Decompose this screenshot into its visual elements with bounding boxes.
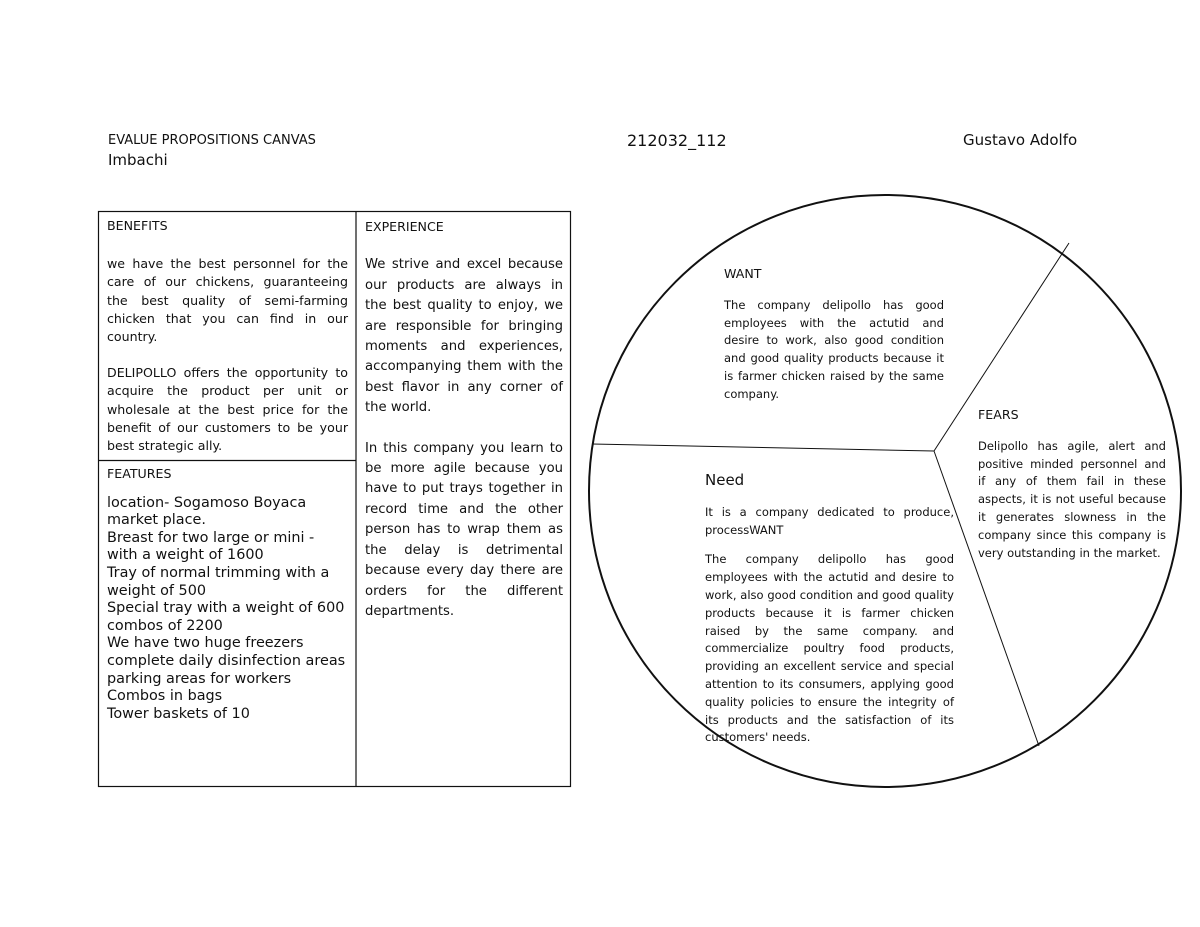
benefits-paragraph-2: DELIPOLLO offers the opportunity to acquire the product per unit or wholesale at the best price for the benefit of our customers to be your best strategic ally. (107, 365, 348, 454)
fears-text: Delipollo has agile, alert and positive minded personnel and if any of them fail in these aspects, it is not useful because it generates slowness in the company since this company is very outstanding in the market. (978, 438, 1166, 560)
experience-paragraph-1: We strive and excel because our products are always in the best quality to enjoy, we are responsible for bringing moments and experiences, accompanying them with the best flavor in any corner of the world. (365, 257, 563, 416)
need-paragraph-2: The company delipollo has good employees with the actutid and desire to work, also good condition and good quality products because it is farmer chicken raised by the same company. and commercialize poultry food products, providing an excellent service and special attention to its consumers, applying good quality policies to ensure the integrity of its products and the satisfaction of its customers' needs. (705, 552, 954, 745)
feature-item: Special tray with a weight of 600 (107, 600, 345, 617)
experience-label: EXPERIENCE (365, 219, 444, 234)
benefits-cell (107, 217, 348, 473)
features-cell (107, 465, 347, 723)
author-name: Gustavo Adolfo (963, 131, 1078, 149)
feature-item: Tower baskets of 10 (107, 705, 250, 722)
course-code: 212032_112 (627, 131, 727, 150)
feature-item: Combos in bags (107, 688, 223, 705)
need-paragraph-1: It is a company dedicated to produce, processWANT (705, 504, 954, 537)
feature-item: We have two huge freezers (107, 635, 304, 652)
feature-item: Breast for two large or mini - with a weight of 1600 (107, 529, 315, 564)
need-label: Need (705, 471, 745, 489)
feature-item: parking areas for workers (107, 670, 292, 687)
benefits-paragraph-1: we have the best personnel for the care of our chickens, guaranteeing the best quality of semi-farming chicken that you can find in our country. (107, 256, 348, 345)
document-title: EVALUE PROPOSITIONS CANVAS (108, 133, 316, 148)
experience-cell (365, 217, 563, 642)
benefits-label: BENEFITS (107, 218, 168, 233)
features-label: FEATURES (107, 466, 172, 481)
feature-item: Tray of normal trimming with a weight of 500 (107, 564, 330, 599)
fears-section (978, 406, 1166, 574)
want-label: WANT (724, 266, 762, 281)
want-section (724, 265, 944, 416)
feature-item: location- Sogamoso Boyaca market place. (107, 494, 307, 529)
experience-paragraph-2: In this company you learn to be more agile because you have to put trays together in record time and the other person has to wrap them as the delay is detrimental because every day there are orders for the different departments. (365, 440, 563, 619)
document-subtitle: Imbachi (108, 151, 168, 169)
feature-item: complete daily disinfection areas (107, 652, 346, 669)
fears-label: FEARS (978, 407, 1019, 422)
need-section (705, 472, 954, 759)
want-text: The company delipollo has good employees with the actutid and desire to work, also good condition and good quality products because it is farmer chicken raised by the same company. (724, 297, 944, 401)
circle-divider-left (592, 444, 934, 451)
feature-item: combos of 2200 (107, 617, 223, 634)
